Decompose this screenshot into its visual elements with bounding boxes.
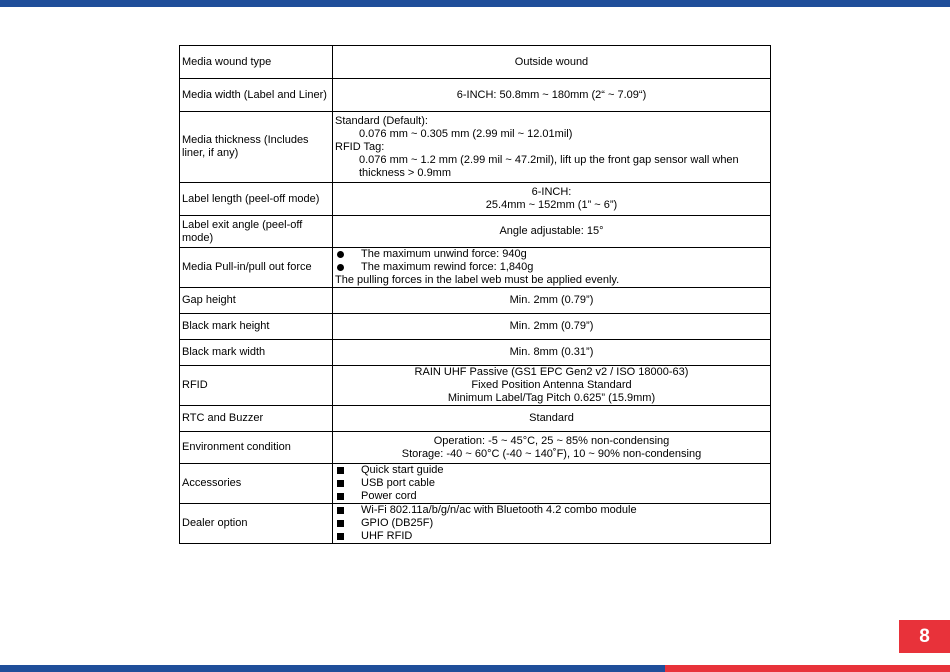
row-value: Outside wound [333, 46, 771, 79]
row-label: Gap height [180, 288, 333, 314]
table-row [180, 216, 771, 248]
row-value: Angle adjustable: 15° [333, 216, 771, 248]
row-label: Media wound type [180, 46, 333, 79]
page-number-badge: 8 [899, 620, 950, 653]
value-line: Minimum Label/Tag Pitch 0.625” (15.9mm) [447, 392, 656, 404]
list-item [335, 261, 768, 274]
row-value [333, 248, 771, 288]
row-label: Black mark height [180, 314, 333, 340]
square-bullet-icon [337, 480, 344, 487]
row-value [333, 464, 771, 504]
bullet-text: Wi-Fi 802.11a/b/g/n/ac with Bluetooth 4.2 combo module [361, 504, 637, 516]
value-line: 0.076 mm ~ 1.2 mm (2.99 mil ~ 47.2mil), lift up the front gap sensor wall when thickness > 0.9mm [359, 153, 739, 179]
bullet-text: UHF RFID [361, 530, 413, 542]
row-value [333, 504, 771, 544]
value-line: RFID Tag: [335, 140, 385, 153]
round-bullet-icon [337, 251, 344, 258]
list-item [335, 477, 768, 490]
table-row [180, 46, 771, 79]
list-item [335, 248, 768, 261]
bullet-text: GPIO (DB25F) [361, 517, 434, 529]
bottom-bar [0, 665, 950, 672]
bullet-text: USB port cable [361, 477, 435, 489]
row-label: Black mark width [180, 340, 333, 366]
list-item [335, 464, 768, 477]
row-label: Media Pull-in/pull out force [180, 248, 333, 288]
row-value: 6-INCH: 50.8mm ~ 180mm (2“ ~ 7.09“) [333, 79, 771, 112]
list-item [335, 490, 768, 503]
row-label: Dealer option [180, 504, 333, 544]
row-label: RTC and Buzzer [180, 406, 333, 432]
value-line: 25.4mm ~ 152mm (1” ~ 6”) [485, 199, 618, 211]
list-item [335, 504, 768, 517]
table-row [180, 504, 771, 544]
table-row [180, 406, 771, 432]
value-line: 6-INCH: [531, 186, 572, 198]
bullet-text: Power cord [361, 490, 417, 502]
bottom-red-accent [665, 665, 950, 672]
row-label: Environment condition [180, 432, 333, 464]
row-label: Accessories [180, 464, 333, 504]
row-value: Min. 2mm (0.79”) [333, 314, 771, 340]
value-line: Operation: -5 ~ 45°C, 25 ~ 85% non-condensing [433, 434, 670, 447]
row-value: Standard [333, 406, 771, 432]
square-bullet-icon [337, 493, 344, 500]
round-bullet-icon [337, 264, 344, 271]
list-item [335, 517, 768, 530]
table-row [180, 79, 771, 112]
table-row [180, 288, 771, 314]
value-line: Fixed Position Antenna Standard [471, 379, 632, 391]
table-row [180, 183, 771, 216]
row-label: Label exit angle (peel-off mode) [180, 216, 333, 248]
square-bullet-icon [337, 507, 344, 514]
top-blue-bar [0, 0, 950, 7]
row-label: RFID [180, 366, 333, 406]
bullet-text: The maximum rewind force: 1,840g [361, 261, 534, 273]
row-value: Min. 2mm (0.79”) [333, 288, 771, 314]
value-note: The pulling forces in the label web must be applied evenly. [335, 274, 620, 286]
row-label: Media thickness (Includes liner, if any) [180, 112, 333, 183]
table-row [180, 432, 771, 464]
row-label: Label length (peel-off mode) [180, 183, 333, 216]
table-row [180, 464, 771, 504]
bullet-text: Quick start guide [361, 464, 444, 476]
value-line: RAIN UHF Passive (GS1 EPC Gen2 v2 / ISO 18000-63) [414, 366, 689, 378]
table-row [180, 340, 771, 366]
square-bullet-icon [337, 520, 344, 527]
row-value [333, 183, 771, 216]
table-row [180, 248, 771, 288]
row-value [333, 432, 771, 464]
table-row [180, 314, 771, 340]
list-item [335, 530, 768, 543]
spec-table [179, 45, 771, 544]
value-line: Storage: -40 ~ 60°C (-40 ~ 140˚F), 10 ~ 90% non-condensing [401, 447, 702, 460]
table-row [180, 366, 771, 406]
row-label: Media width (Label and Liner) [180, 79, 333, 112]
row-value [333, 112, 771, 183]
row-value [333, 366, 771, 406]
value-line: 0.076 mm ~ 0.305 mm (2.99 mil ~ 12.01mil) [359, 127, 573, 140]
table-row [180, 112, 771, 183]
value-line: Standard (Default): [335, 114, 428, 127]
bullet-text: The maximum unwind force: 940g [361, 248, 527, 260]
square-bullet-icon [337, 467, 344, 474]
row-value: Min. 8mm (0.31”) [333, 340, 771, 366]
square-bullet-icon [337, 533, 344, 540]
